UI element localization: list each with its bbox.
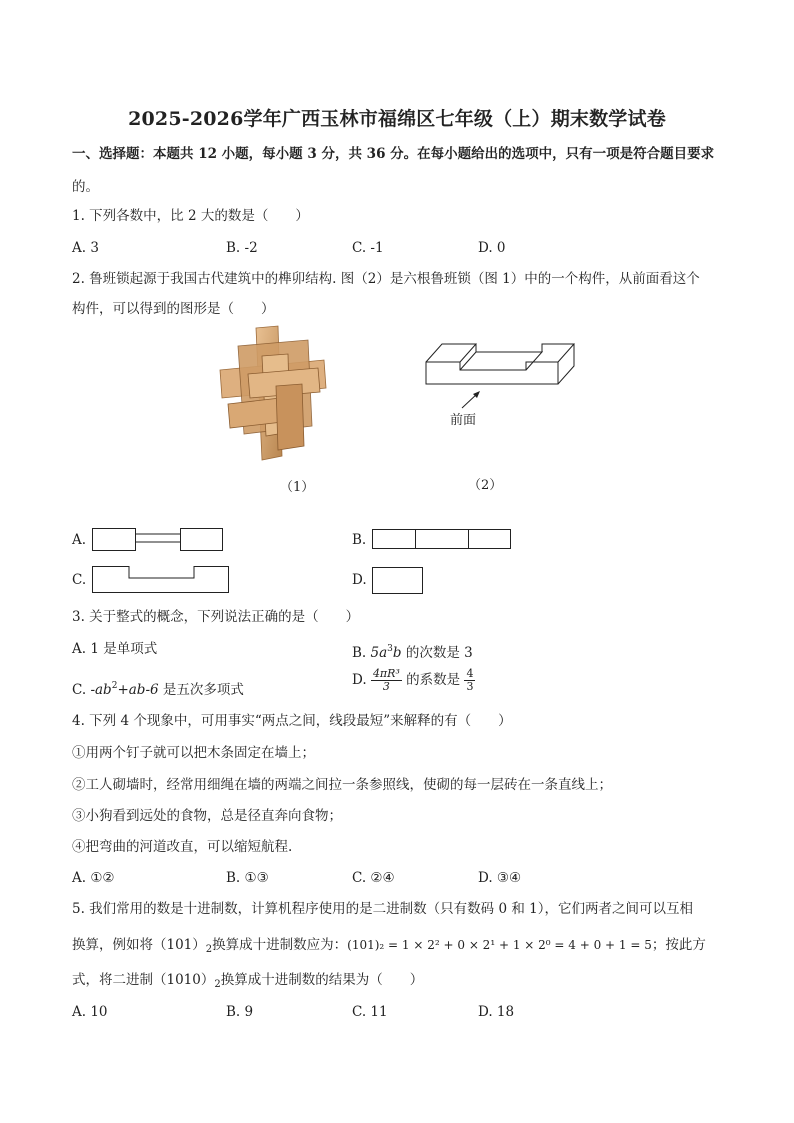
q1-option-d: D. 0: [478, 240, 506, 256]
q1-option-a: A. 3: [72, 240, 99, 256]
q4-option-a: A. ①②: [72, 870, 115, 886]
question-2-stem-cont: 构件，可以得到的图形是（ ）: [72, 301, 275, 317]
q3-option-b-expr-b: b: [392, 645, 402, 661]
q4-item-2: ②工人砌墙时，经常用细绳在墙的两端之间拉一条参照线，使砌的每一层砖在一条直线上；: [72, 777, 612, 793]
coefficient-denominator: 3: [466, 680, 474, 693]
q4-item-3: ③小狗看到远处的食物，总是径直奔向食物；: [72, 808, 342, 824]
q3-option-c-expr-rest: +ab-6: [117, 682, 159, 698]
q5-text-b: 换算成十进制数应为：: [212, 937, 348, 953]
q5-text-e: 换算成十进制数的结果为（ ）: [220, 972, 424, 988]
q2-option-c-figure: [92, 566, 230, 594]
q2-option-b: B.: [352, 532, 367, 548]
q5-text-a: 换算，例如将（101）: [72, 937, 206, 953]
q4-item-1: ①用两个钉子就可以把木条固定在墙上；: [72, 745, 315, 761]
q5-subscript-2: 2: [214, 979, 221, 990]
q1-option-b: B. -2: [226, 240, 258, 256]
q3-option-d-coefficient: [464, 668, 475, 693]
q5-text-d: 式，将二进制（1010）: [72, 972, 215, 988]
q3-option-c-expr: -ab: [90, 682, 112, 698]
q3-option-d-fraction: [371, 668, 402, 693]
q3-option-d-text: 的系数是: [401, 672, 465, 688]
arrow-icon: [460, 390, 484, 410]
section-heading: 一、选择题：本题共 12 小题，每小题 3 分，共 36 分。在每小题给出的选项中，只有一项是符合题目要求: [72, 146, 715, 162]
q3-option-c: [72, 676, 244, 700]
question-5-stem: 5. 我们常用的数是十进制数，计算机程序使用的是二进制数（只有数码 0 和 1），它们两者之间可以互相: [72, 901, 693, 917]
q3-option-d: [352, 668, 475, 693]
q2-option-d: D.: [352, 572, 367, 588]
q4-option-d: D. ③④: [478, 870, 522, 886]
q3-option-b: [352, 639, 473, 663]
question-2-stem: 2. 鲁班锁起源于我国古代建筑中的榫卯结构. 图（2）是六根鲁班锁（图 1）中的一个构件，从前面看这个: [72, 271, 700, 287]
q3-option-b-exponent: 3: [387, 644, 393, 654]
question-4-stem: 4. 下列 4 个现象中，可用事实“两点之间，线段最短”来解释的有（ ）: [72, 713, 512, 729]
q3-option-b-label: B.: [352, 645, 371, 661]
q4-item-4: ④把弯曲的河道改直，可以缩短航程.: [72, 839, 293, 855]
q3-option-d-label: D.: [352, 672, 371, 688]
q5-formula: (101)₂ = 1 × 2² + 0 × 2¹ + 1 × 2⁰ = 4 + 0 + 1 = 5: [347, 938, 652, 952]
component-diagram: [424, 342, 578, 398]
question-5-stem-end: [72, 970, 423, 995]
section-heading-cont: 的。: [72, 179, 99, 195]
q5-option-c: C. 11: [352, 1004, 388, 1020]
question-1-stem: 1. 下列各数中，比 2 大的数是（ ）: [72, 208, 309, 224]
coefficient-numerator: 4: [466, 667, 474, 680]
q1-option-c: C. -1: [352, 240, 384, 256]
q5-text-c: ；按此方: [651, 937, 706, 953]
q3-option-c-exponent: 2: [111, 681, 118, 691]
q5-option-b: B. 9: [226, 1004, 254, 1020]
q2-option-a: A.: [72, 532, 87, 548]
question-5-stem-cont: [72, 935, 706, 960]
q5-subscript: 2: [205, 944, 213, 955]
front-label: 前面: [450, 413, 477, 428]
q2-option-a-figure: [92, 528, 224, 552]
figure-2-label: （2）: [468, 478, 503, 493]
q3-option-b-text: 的次数是 3: [401, 645, 473, 661]
q2-option-b-figure: [372, 529, 512, 551]
figure-1-label: （1）: [280, 480, 315, 495]
q3-option-b-expr: 5a: [370, 645, 388, 661]
q4-option-b: B. ①③: [226, 870, 269, 886]
q5-option-a: A. 10: [72, 1004, 108, 1020]
question-3-stem: 3. 关于整式的概念，下列说法正确的是（ ）: [72, 609, 360, 625]
fraction-numerator: 4πR³: [372, 667, 400, 680]
q3-option-c-text: 是五次多项式: [158, 682, 244, 698]
q2-option-c: C.: [72, 572, 87, 588]
q2-option-d-figure: [372, 567, 424, 595]
q4-option-c: C. ②④: [352, 870, 395, 886]
q5-option-d: D. 18: [478, 1004, 515, 1020]
q3-option-c-label: C.: [72, 682, 91, 698]
q3-option-a: A. 1 是单项式: [72, 641, 158, 657]
page-title: 2025-2026学年广西玉林市福绵区七年级（上）期末数学试卷: [128, 108, 666, 130]
luban-lock-image: [218, 326, 328, 462]
fraction-denominator: 3: [382, 680, 390, 693]
